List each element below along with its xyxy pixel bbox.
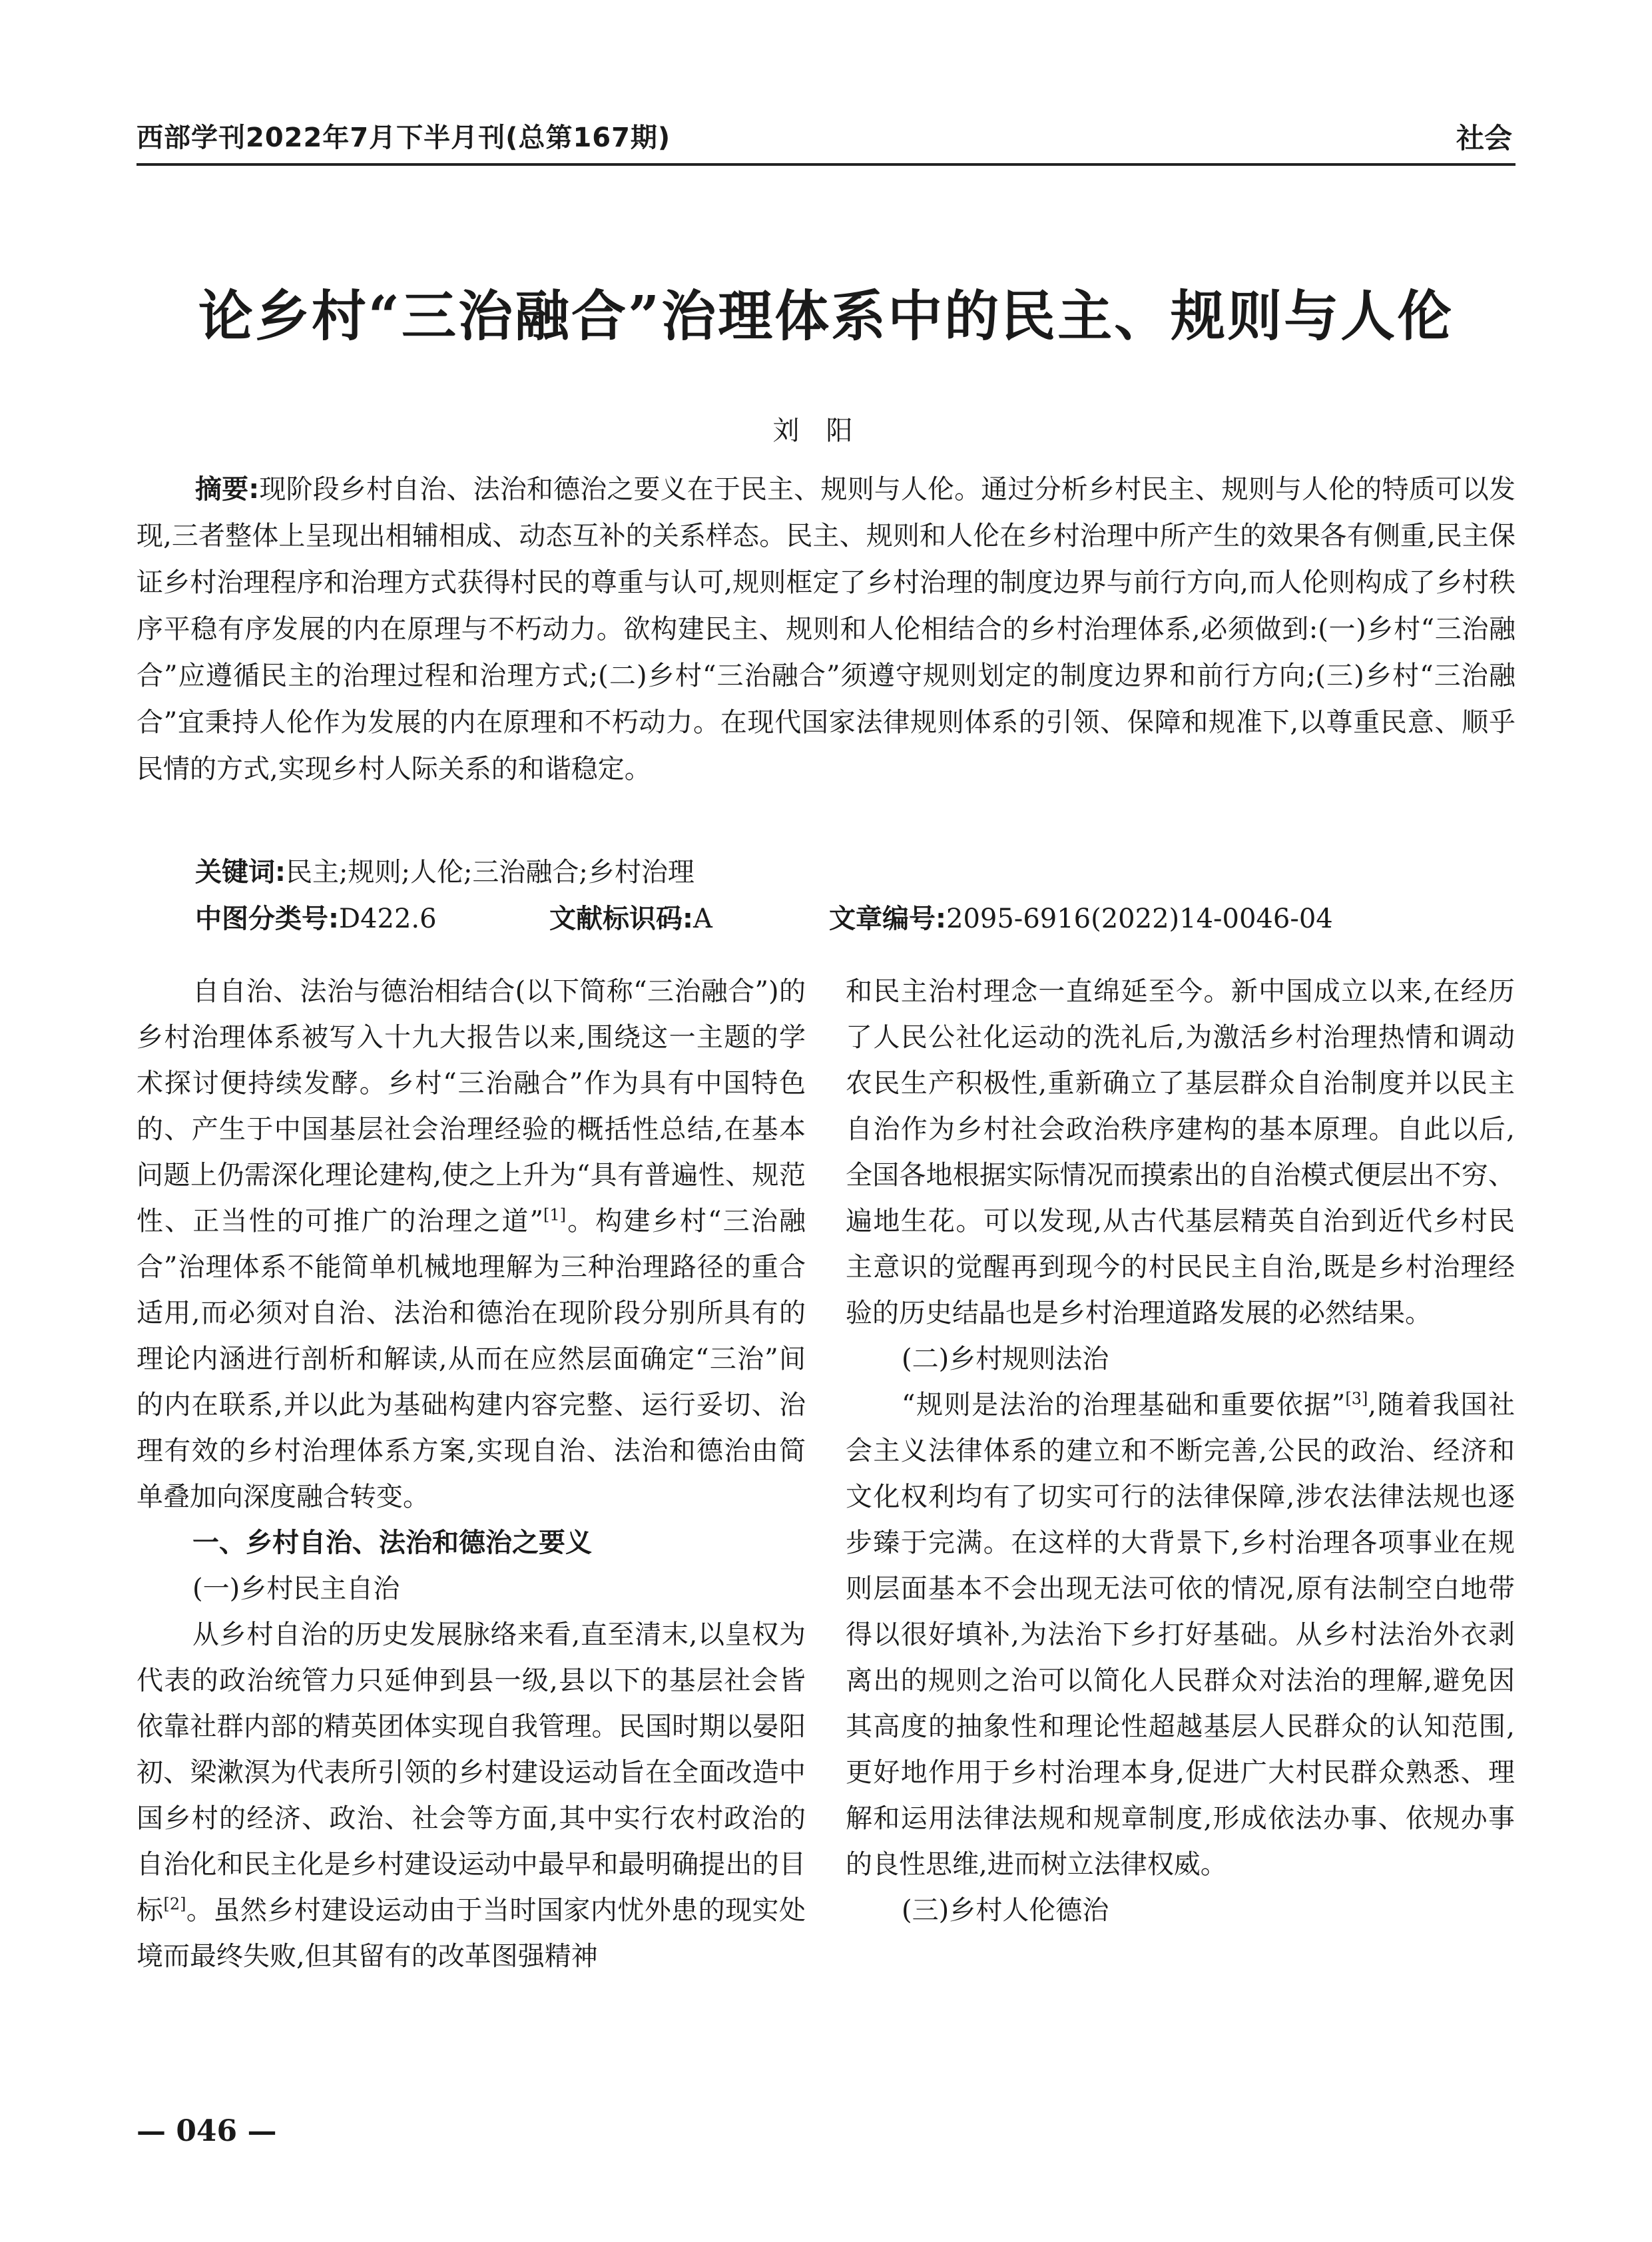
paragraph [846,1382,1515,1888]
paragraph [137,969,806,1520]
art-value: 2095-6916(2022)14-0046-04 [946,904,1333,934]
citation-ref: [1] [543,1205,566,1225]
abstract-text: 现阶段乡村自治、法治和德治之要义在于民主、规则与人伦。通过分析乡村民主、规则与人伦的特质可以发现,三者整体上呈现出相辅相成、动态互补的关系样态。民主、规则和人伦在乡村治理中所产生的效果各有侧重,民主保证乡村治理程序和治理方式获得村民的尊重与认可,规则框定了乡村治理的制度边界与前行方向,而人伦则构成了乡村秩序平稳有序发展的内在原理与不朽动力。欲构建民主、规则和人伦相结合的乡村治理体系,必须做到:(一)乡村“三治融合”应遵循民主的治理过程和治理方式;(二)乡村“三治融合”须遵守规则划定的制度边界和前行方向;(三)乡村“三治融合”宜秉持人伦作为发展的内在原理和不朽动力。在现代国家法律规则体系的引领、保障和规准下,以尊重民意、顺乎民情的方式,实现乡村人际关系的和谐稳定。 [137,474,1516,784]
text-run: 从乡村自治的历史发展脉络来看,直至清末,以皇权为代表的政治统管力只延伸到县一级,县以下的基层社会皆依靠社群内部的精英团体实现自我管理。民国时期以晏阳初、梁漱溟为代表所引领的乡村建设运动旨在全面改造中国乡村的经济、政治、社会等方面,其中实行农村政治的自治化和民主化是乡村建设运动中最早和最明确提出的目标 [137,1619,806,1926]
document-code [549,896,712,942]
abstract-label: 摘要: [195,474,260,505]
subsection-heading: (三)乡村人伦德治 [902,1895,1109,1926]
page-number: — 046 — [137,2114,277,2148]
abstract [137,466,1515,792]
text-run: 自自治、法治与德治相结合(以下简称“三治融合”)的乡村治理体系被写入十九大报告以来,围绕这一主题的学术探讨便持续发酵。乡村“三治融合”作为具有中国特色的、产生于中国基层社会治理经验的概括性总结,在基本问题上仍需深化理论建构,使之上升为“具有普遍性、规范性、正当性的可推广的治理之道” [137,976,806,1237]
keywords-label: 关键词: [195,857,286,888]
paragraph [137,1612,806,1980]
doc-value: A [693,904,712,934]
keywords [137,849,1515,896]
section-heading: 一、乡村自治、法治和德治之要义 [192,1528,592,1558]
clc-label: 中图分类号: [195,904,339,934]
running-header-journal: 西部学刊2022年7月下半月刊(总第167期) [137,123,671,153]
keywords-text: 民主;规则;人伦;三治融合;乡村治理 [286,857,694,888]
clc-code [195,896,437,942]
author-name: 刘阳 [772,416,880,446]
subsection-heading: (二)乡村规则法治 [902,1344,1109,1374]
article-title: 论乡村“三治融合”治理体系中的民主、规则与人伦 [198,284,1454,348]
subsection-heading: (一)乡村民主自治 [192,1573,400,1604]
running-header-section: 社会 [1456,122,1512,154]
paragraph: 和民主治村理念一直绵延至今。新中国成立以来,在经历了人民公社化运动的洗礼后,为激活乡村治理热情和调动农民生产积极性,重新确立了基层群众自治制度并以民主自治作为乡村社会政治秩序建构的基本原理。自此以后,全国各地根据实际情况而摸索出的自治模式便层出不穷、遍地生花。可以发现,从古代基层精英自治到近代乡村民主意识的觉醒再到现今的村民民主自治,既是乡村治理经验的历史结晶也是乡村治理道路发展的必然结果。 [846,976,1515,1328]
text-run: ,随着我国社会主义法律体系的建立和不断完善,公民的政治、经济和文化权利均有了切实可行的法律保障,涉农法律法规也逐步臻于完满。在这样的大背景下,乡村治理各项事业在规则层面基本不会出现无法可依的情况,原有法制空白地带得以很好填补,为法治下乡打好基础。从乡村法治外衣剥离出的规则之治可以简化人民群众对法治的理解,避免因其高度的抽象性和理论性超越基层人民群众的认知范围,更好地作用于乡村治理本身,促进广大村民群众熟悉、理解和运用法律法规和规章制度,形成依法办事、依规办事的良性思维,进而树立法律权威。 [846,1390,1515,1880]
doc-label: 文献标识码: [549,904,693,934]
text-run: 。构建乡村“三治融合”治理体系不能简单机械地理解为三种治理路径的重合适用,而必须对自治、法治和德治在现阶段分别所具有的理论内涵进行剖析和解读,从而在应然层面确定“三治”间的内在联系,并以此为基础构建内容完整、运行妥切、治理有效的乡村治理体系方案,实现自治、法治和德治由简单叠加向深度融合转变。 [137,1206,806,1512]
text-run: 。虽然乡村建设运动由于当时国家内忧外患的现实处境而最终失败,但其留有的改革图强精神 [137,1895,806,1972]
text-run: “规则是法治的治理基础和重要依据” [902,1390,1346,1420]
citation-ref: [2] [163,1894,186,1914]
article-number [829,896,1333,942]
citation-ref: [3] [1345,1389,1368,1408]
clc-value: D422.6 [339,904,437,934]
header-rule [137,163,1515,166]
right-column [846,969,1515,1934]
art-label: 文章编号: [829,904,946,934]
left-column [137,969,806,1980]
